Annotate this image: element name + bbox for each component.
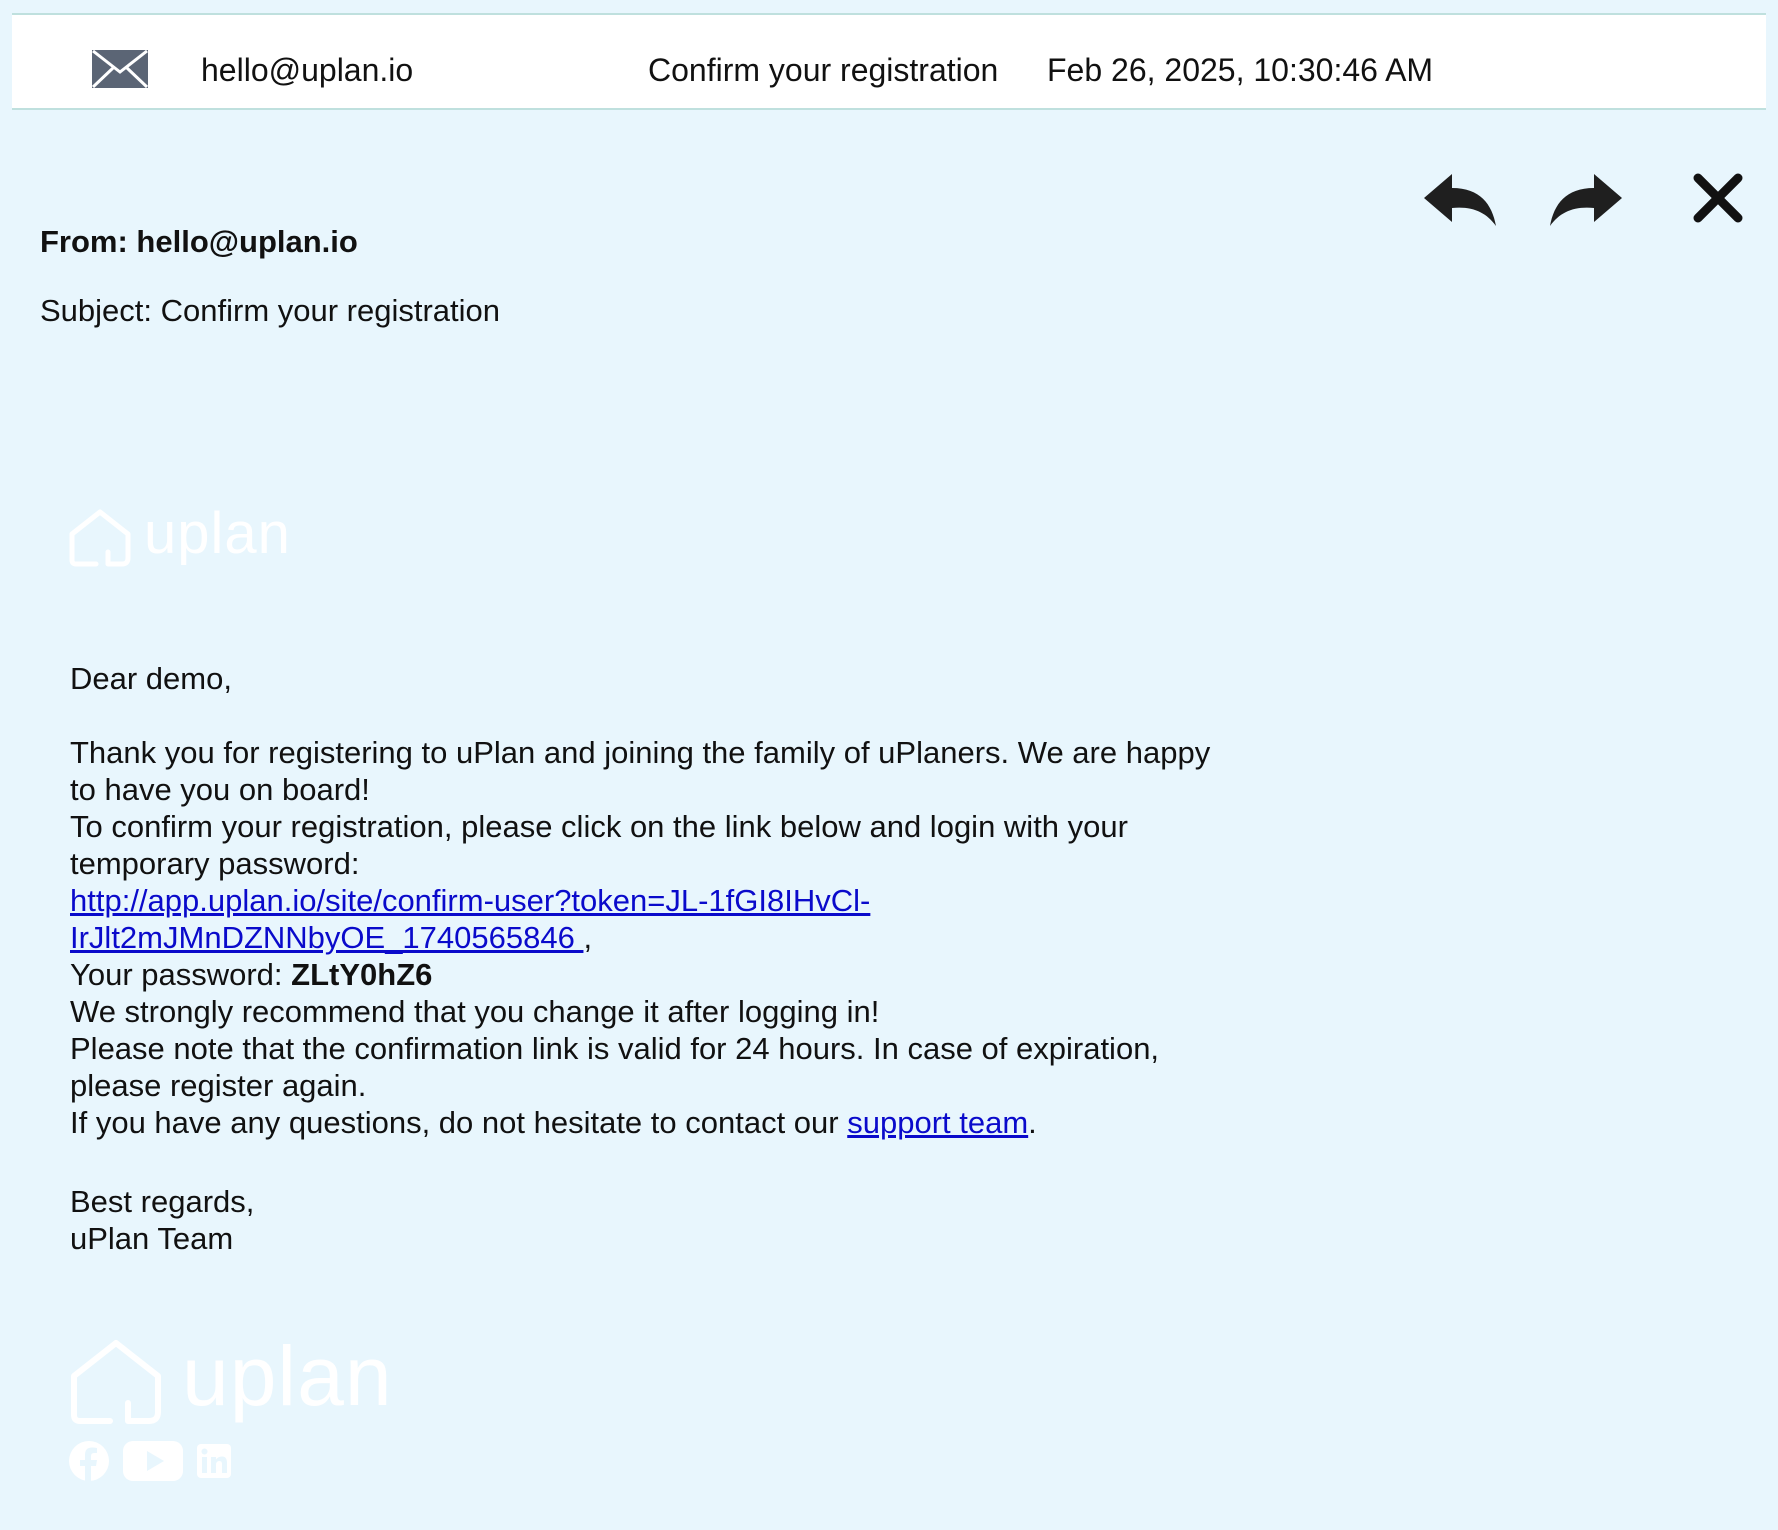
confirm-link-part2: IrJlt2mJMnDZNNbyOE_1740565846	[70, 920, 584, 955]
house-logo-icon	[68, 1334, 164, 1430]
facebook-icon[interactable]	[68, 1440, 110, 1482]
close-icon	[1690, 172, 1746, 224]
link-comma: ,	[583, 920, 593, 955]
close-button[interactable]	[1690, 172, 1746, 224]
questions-prefix: If you have any questions, do not hesitate to contact our	[70, 1105, 848, 1140]
confirm-link-part1: http://app.uplan.io/site/confirm-user?token=JL-1fGI8IHvCl-	[70, 883, 871, 918]
reply-button[interactable]	[1422, 170, 1498, 228]
house-logo-icon	[68, 506, 132, 570]
greeting: Dear demo,	[70, 661, 232, 696]
envelope-icon	[92, 50, 148, 88]
password-label: Your password:	[70, 957, 292, 992]
forward-button[interactable]	[1548, 170, 1624, 228]
uplan-footer-logo	[68, 1329, 393, 1432]
support-team-link[interactable]: support team	[847, 1105, 1029, 1140]
row-date: Feb 26, 2025, 10:30:46 AM	[1047, 52, 1434, 88]
validity-line: Please note that the confirmation link is valid for 24 hours. In case of expiration, please register again.	[70, 1031, 1160, 1103]
reply-icon	[1422, 170, 1498, 228]
forward-icon	[1548, 170, 1624, 228]
intro-paragraph: Thank you for registering to uPlan and joining the family of uPlaners. We are happy to have you on board!	[70, 735, 1211, 807]
signature: uPlan Team	[70, 1221, 234, 1256]
message-list-row[interactable]	[12, 13, 1766, 110]
linkedin-icon[interactable]	[196, 1443, 232, 1479]
logo-wordmark: uplan	[144, 501, 291, 566]
social-links	[68, 1440, 232, 1482]
questions-line	[70, 1104, 1220, 1141]
questions-suffix: .	[1028, 1105, 1037, 1140]
password-line	[70, 956, 1220, 993]
row-subject: Confirm your registration	[648, 52, 999, 88]
row-sender: hello@uplan.io	[201, 52, 414, 88]
email-body	[70, 660, 1220, 1257]
confirm-link[interactable]	[70, 883, 870, 955]
recommend-line: We strongly recommend that you change it after logging in!	[70, 994, 880, 1029]
confirm-paragraph: To confirm your registration, please click on the link below and login with your temporary password:	[70, 809, 1128, 881]
youtube-icon[interactable]	[122, 1440, 184, 1482]
email-from: From: hello@uplan.io	[40, 224, 358, 259]
footer-logo-wordmark: uplan	[182, 1329, 393, 1423]
email-subject: Subject: Confirm your registration	[40, 293, 501, 328]
password-value: ZLtY0hZ6	[291, 957, 433, 992]
confirm-link-line	[70, 882, 1220, 956]
regards: Best regards,	[70, 1184, 255, 1219]
uplan-logo	[68, 501, 291, 571]
